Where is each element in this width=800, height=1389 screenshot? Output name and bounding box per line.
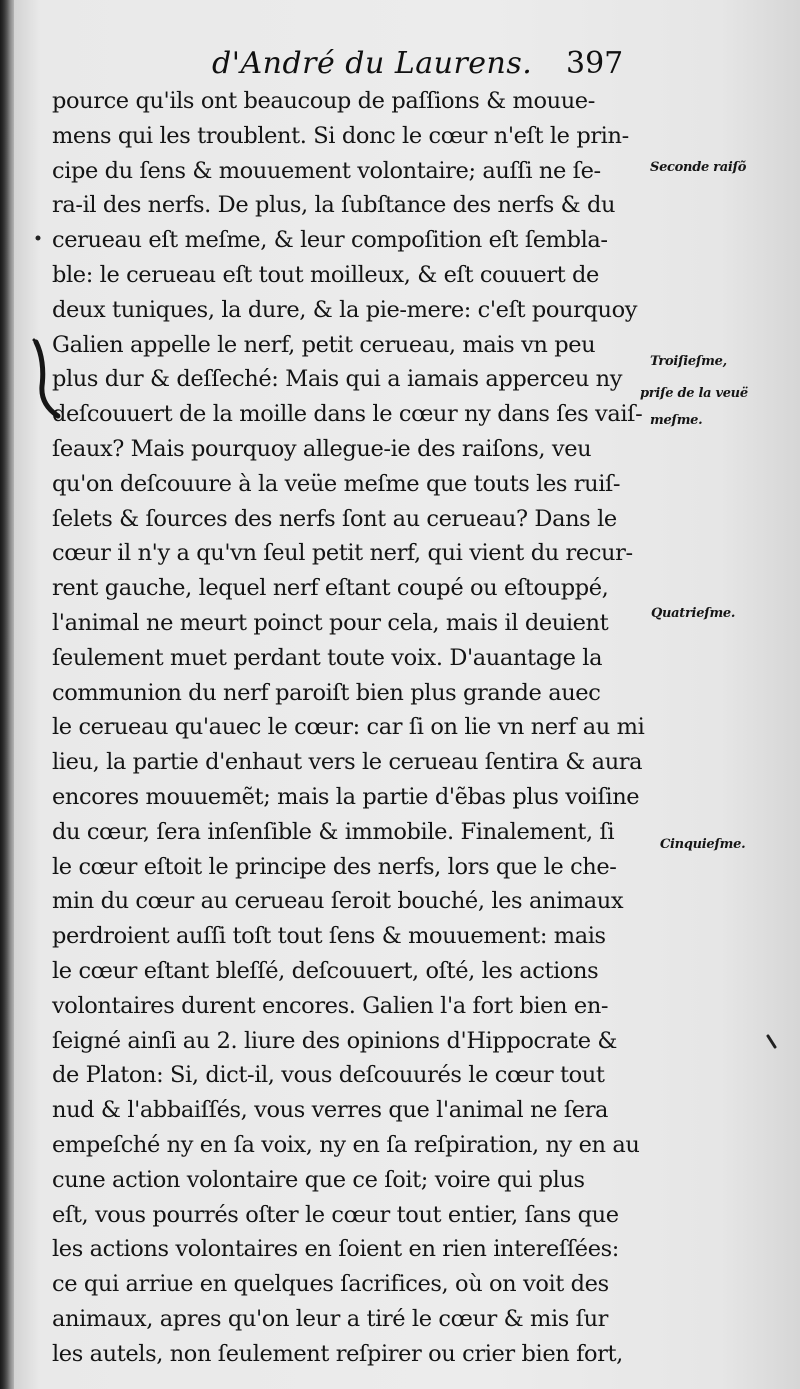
- text-line: ſeaux? Mais pourquoy allegue-ie des raiſons, veu: [52, 435, 592, 462]
- ink-speck: [766, 1034, 778, 1050]
- text-line: qu'on deſcouure à la veüe meſme que touts les ruiſ-: [52, 470, 621, 497]
- text-line: pource qu'ils ont beaucoup de paſſions & mouue-: [52, 88, 595, 114]
- text-line: cune action volontaire que ce ſoit; voire qui plus: [52, 1166, 585, 1193]
- page-header: [0, 46, 800, 86]
- margin-note-troisiesme: Troiſieſme,: [650, 354, 727, 369]
- text-line: empeſché ny en ſa voix, ny en ſa reſpiration, ny en au: [52, 1131, 640, 1158]
- text-line: mens qui les troublent. Si donc le cœur n'eſt le prin-: [52, 122, 629, 149]
- text-line: du cœur, ſera inſenſible & immobile. Finalement, ſi: [52, 818, 615, 845]
- text-line: ble: le cerueau eſt tout moilleux, & eſt couuert de: [52, 261, 599, 288]
- text-line: volontaires durent encores. Galien l'a fort bien en-: [52, 992, 609, 1019]
- text-line: nud & l'abbaiſſés, vous verres que l'animal ne ſera: [52, 1097, 609, 1124]
- text-line: le cerueau qu'auec le cœur: car ſi on lie vn nerf au mi: [52, 714, 645, 741]
- margin-note-mesme: meſme.: [650, 413, 703, 428]
- text-line: les autels, non ſeulement reſpirer ou crier bien fort,: [52, 1340, 623, 1367]
- margin-note-seconde: Seconde raiſõ: [650, 160, 747, 175]
- page-number: 397: [566, 46, 624, 81]
- text-line: communion du nerf paroiſt bien plus grande auec: [52, 679, 601, 706]
- text-line: animaux, apres qu'on leur a tiré le cœur & mis ſur: [52, 1305, 609, 1332]
- text-line: perdroient auſſi toſt tout ſens & mouuement: mais: [52, 923, 606, 950]
- text-line: encores mouuemẽt; mais la partie d'ẽbas plus voiſine: [52, 783, 640, 810]
- text-line: deſcouuert de la moille dans le cœur ny dans ſes vaiſ-: [52, 401, 643, 428]
- text-line: ce qui arriue en quelques ſacrifices, où on voit des: [52, 1271, 609, 1298]
- handwritten-bracket-mark: [28, 336, 68, 420]
- text-line: de Platon: Si, dict-il, vous deſcouurés le cœur tout: [52, 1062, 605, 1089]
- text-line: ſelets & ſources des nerfs ſont au cerueau? Dans le: [52, 505, 617, 532]
- margin-note-cinquiesme: Cinquieſme.: [660, 837, 746, 852]
- text-line: cœur il n'y a qu'vn ſeul petit nerf, qui vient du recur-: [52, 540, 633, 567]
- text-line: le cœur eſtoit le principe des nerfs, lors que le che-: [52, 853, 617, 880]
- gutter-shadow: [0, 0, 14, 1389]
- text-line: ſeigné ainſi au 2. liure des opinions d'Hippocrate &: [52, 1027, 618, 1054]
- text-line: Galien appelle le nerf, petit cerueau, mais vn peu: [52, 331, 596, 358]
- text-line: ra-il des nerfs. De plus, la ſubſtance des nerfs & du: [52, 192, 616, 219]
- text-line: le cœur eſtant bleſſé, deſcouuert, oſté, les actions: [52, 957, 599, 984]
- text-line: lieu, la partie d'enhaut vers le cerueau ſentira & aura: [52, 749, 643, 776]
- margin-note-quatriesme: Quatrieſme.: [651, 606, 736, 621]
- text-line: rent gauche, lequel nerf eſtant coupé ou eſtouppé,: [52, 575, 609, 602]
- text-line: eſt, vous pourrés oſter le cœur tout entier, ſans que: [52, 1201, 619, 1228]
- text-line: cipe du ſens & mouuement volontaire; auſſi ne ſe-: [52, 157, 601, 184]
- text-line: l'animal ne meurt poinct pour cela, mais il deuient: [52, 609, 609, 636]
- text-line: cerueau eſt meſme, & leur compoſition eſt ſembla-: [52, 227, 608, 254]
- running-head: d'André du Laurens.: [212, 46, 533, 81]
- text-line: plus dur & deſſeché: Mais qui a iamais apperceu ny: [52, 366, 623, 393]
- ink-dot: [34, 234, 42, 242]
- text-line: deux tuniques, la dure, & la pie-mere: c'eſt pourquoy: [52, 296, 638, 323]
- body-text: [52, 84, 652, 1371]
- text-line: min du cœur au cerueau ſeroit bouché, les animaux: [52, 888, 624, 915]
- text-line: ſeulement muet perdant toute voix. D'auantage la: [52, 644, 603, 671]
- margin-note-prise: priſe de la veuë: [640, 386, 748, 401]
- text-line: les actions volontaires en ſoient en rien intereſſées:: [52, 1236, 619, 1263]
